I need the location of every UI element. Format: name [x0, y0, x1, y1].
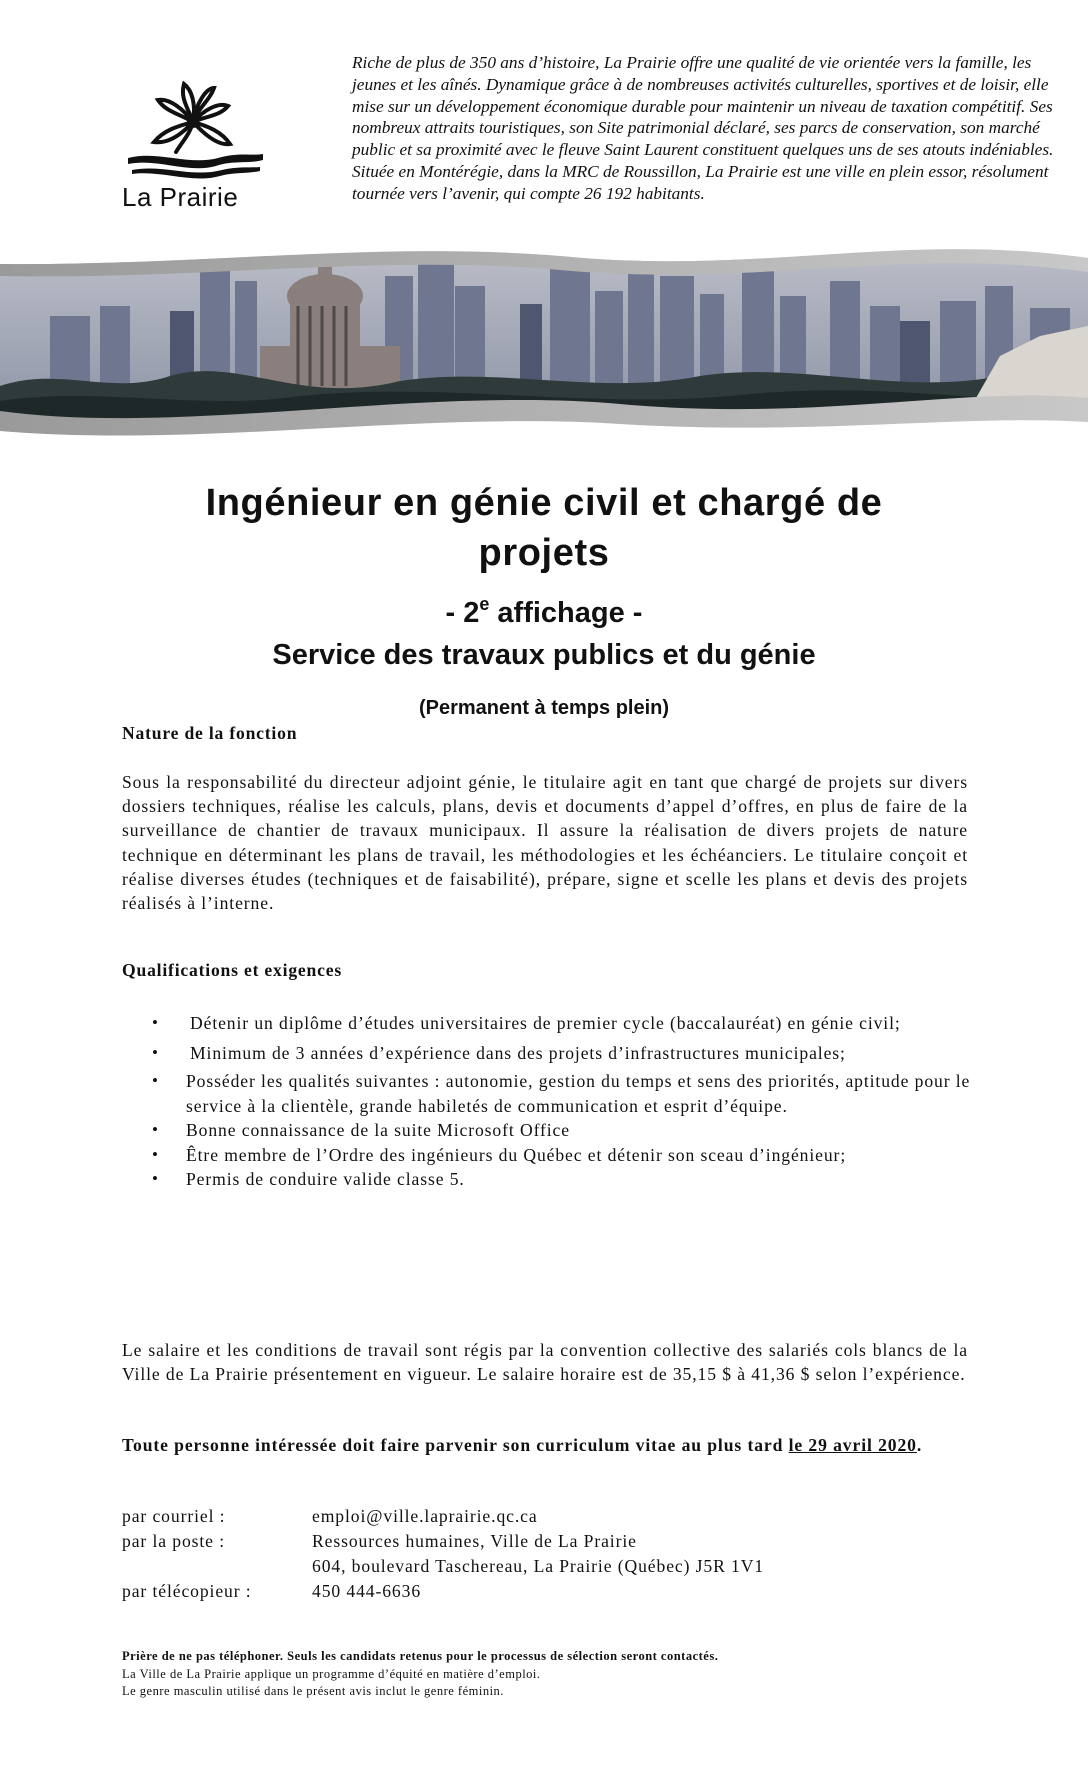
affichage-prefix: - 2 [445, 597, 480, 629]
nature-paragraph: Sous la responsabilité du directeur adjoint génie, le titulaire agit en tant que chargé de projets sur divers dossiers techniques, réalise les calculs, plans, devis et documents d’appel d’offres, en plus de faire de la surveillance de chantier de travaux municipaux. Il assure la réalisation de divers projets de nature technique en déterminant les plans de travail, les méthodologies et les échéanciers. Le titulaire conçoit et réalise diverses études (techniques et de faisabilité), prépare, signe et scelle les plans et devis des projets réalisés à l’interne. [122, 772, 968, 914]
qualifications-list [150, 1007, 980, 1192]
affichage-suffix: affichage - [489, 597, 643, 629]
apply-text: Toute personne intéressée doit faire parvenir son curriculum vitae au plus tard [122, 1435, 784, 1455]
employment-status: (Permanent à temps plein) [418, 697, 670, 719]
la-prairie-logo [118, 70, 268, 220]
fax-number: 450 444-6636 [312, 1581, 422, 1601]
gender-note: Le genre masculin utilisé dans le présent avis inclut le genre féminin. [122, 1684, 504, 1698]
list-item: • Permis de conduire valide classe 5. [150, 1167, 980, 1192]
no-phone-note: Prière de ne pas téléphoner. Seuls les candidats retenus pour le processus de sélection seront contactés. [122, 1649, 719, 1663]
city-skyline-banner [0, 236, 1088, 448]
post-label: par la poste : [122, 1531, 225, 1551]
intro-paragraph: Riche de plus de 350 ans d’histoire, La Prairie offre une qualité de vie orientée vers la famille, les jeunes et les aînés. Dynamique grâce à de nombreuses activités culturelles, sportives et de loisir, elle mise sur un développement économique durable pour maintenir un niveau de taxation compétitif. Ses nombreux attraits touristiques, son Site patrimonial déclaré, ses parcs de conservation, son marché public et sa proximité avec le fleuve Saint Laurent constituent quelques uns de ses atouts indéniables. Située en Montérégie, dans la MRC de Roussillon, La Prairie est une ville en plein essor, résolument tournée vers l’avenir, qui compte 26 192 habitants. [352, 53, 1054, 203]
equity-note: La Ville de La Prairie applique un programme d’équité en matière d’emploi. [122, 1666, 541, 1681]
email-label: par courriel : [122, 1506, 226, 1526]
list-item: • Bonne connaissance de la suite Microsoft Office [150, 1118, 980, 1143]
list-item: • Posséder les qualités suivantes : autonomie, gestion du temps et sens des priorités, aptitude pour le service à la clientèle, grande habiletés de communication et esprit d’équipe. [150, 1069, 980, 1118]
list-item: • Minimum de 3 années d’expérience dans des projets d’infrastructures municipales; [150, 1037, 980, 1069]
job-title-line2: projets [478, 532, 610, 574]
affichage-label [60, 584, 1028, 633]
job-title [60, 478, 1028, 578]
list-item: • Être membre de l’Ordre des ingénieurs du Québec et détenir son sceau d’ingénieur; [150, 1143, 980, 1168]
job-title-line1: Ingénieur en génie civil et chargé de [205, 482, 883, 524]
post-address-line1: Ressources humaines, Ville de La Prairie [312, 1531, 637, 1551]
nature-heading: Nature de la fonction [122, 723, 298, 743]
post-address-line2: 604, boulevard Taschereau, La Prairie (Québec) J5R 1V1 [312, 1556, 765, 1576]
salary-paragraph: Le salaire et les conditions de travail sont régis par la convention collective des salariés cols blancs de la Ville de La Prairie présentement en vigueur. Le salaire horaire est de 35,15 $ à 41,36 $ selon l’expérience. [122, 1340, 968, 1385]
list-item: • Détenir un diplôme d’études universitaires de premier cycle (baccalauréat) en génie civil; [150, 1007, 980, 1039]
logo-wordmark: La Prairie [122, 182, 239, 212]
qualifications-heading: Qualifications et exigences [122, 960, 342, 980]
footer-notes [122, 1648, 1022, 1701]
apply-deadline: le 29 avril 2020 [788, 1435, 917, 1455]
sunflower-logo-icon [118, 70, 268, 182]
apply-paragraph [122, 1433, 968, 1457]
affichage-ordinal: e [479, 594, 490, 614]
service-name: Service des travaux publics et du génie [272, 639, 816, 671]
apply-deadline-suffix: . [916, 1435, 923, 1455]
email-link[interactable]: emploi@ville.laprairie.qc.ca [312, 1506, 538, 1526]
fax-label: par télécopieur : [122, 1581, 252, 1601]
